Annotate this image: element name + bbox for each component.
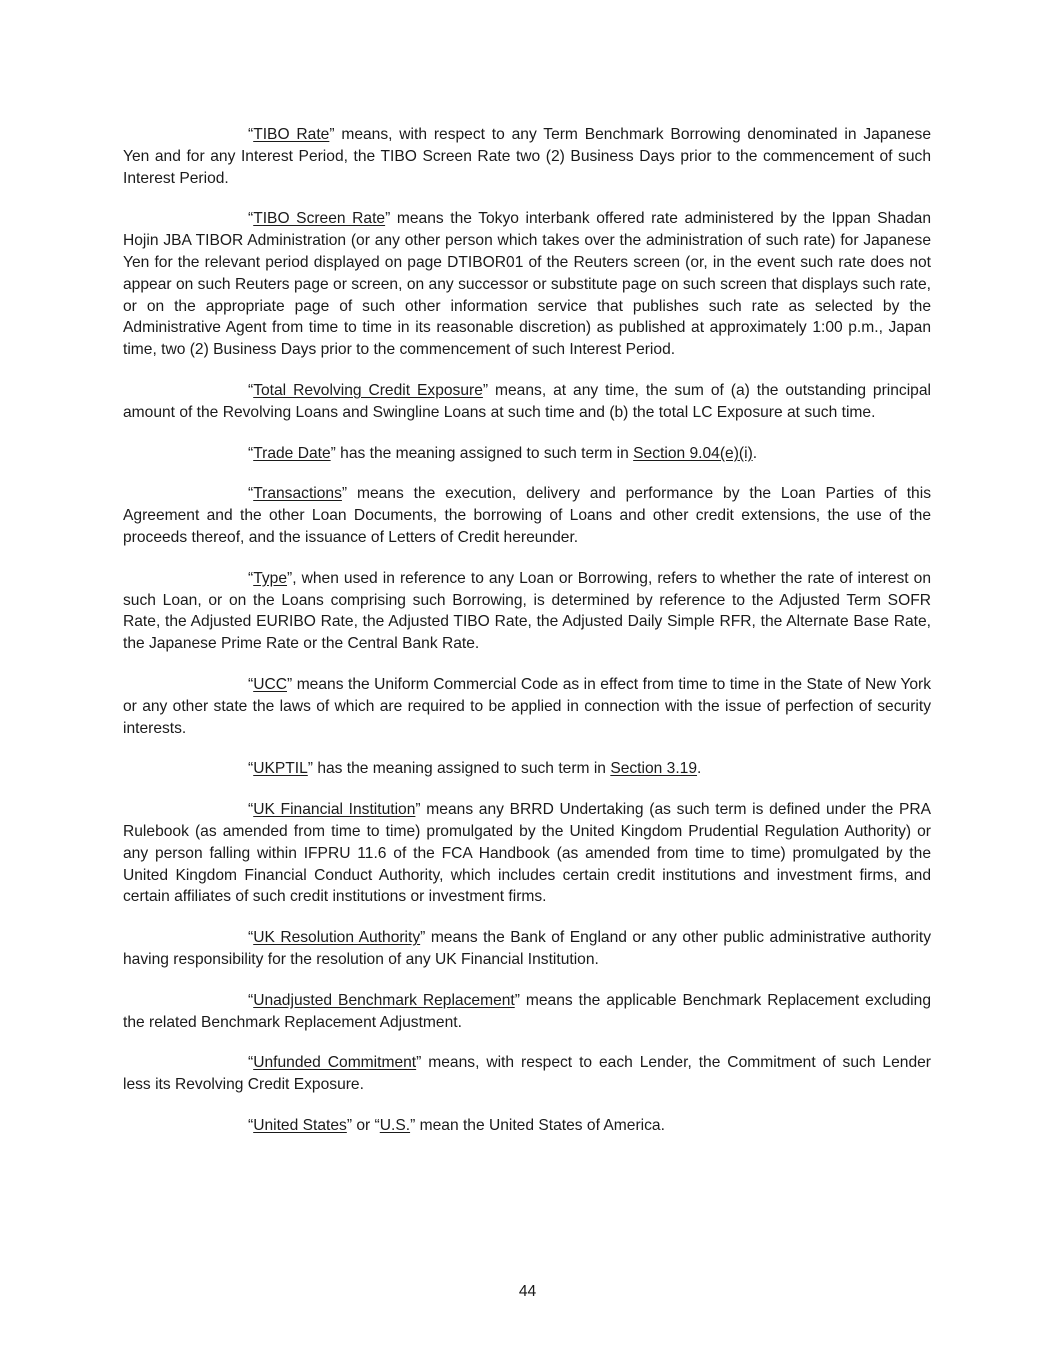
definition-united-states (123, 1115, 931, 1137)
definition-type (123, 568, 931, 655)
definitions-list (123, 124, 931, 1137)
definition-text: “ (248, 991, 254, 1009)
definition-text: ” means, with respect to each Lender, the Commitment of such Lender less its Revolving Credit Exposure. (123, 1054, 931, 1094)
definition-text: ” means the Tokyo interbank offered rate administered by the Ippan Shadan Hojin JBA TIBOR Administration (or any other person which takes over the administration of such rate) for Japanese Yen for the relevant period displayed on page DTIBOR01 of the Reuters screen (or, in the event such rate does not appear on such Reuters page or screen, on any successor or substitute page on such screen that displays such rate, or on the appropriate page of such other information service that publishes such rate as selected by the Administrative Agent from time to time in its reasonable discretion) as published at approximately 1:00 p.m., Japan time, two (2) Business Days prior to the commencement of such Interest Period. (123, 210, 932, 359)
definition-text: ” mean the United States of America. (410, 1116, 665, 1134)
definition-total-revolving-credit-exposure (123, 380, 931, 424)
defined-term: TIBO Rate (253, 126, 330, 143)
definition-text: “ (248, 485, 254, 503)
definition-text: “ (248, 675, 254, 693)
definition-text: “ (248, 569, 254, 587)
definition-text: ” means the applicable Benchmark Replacement excluding the related Benchmark Replacement Adjustment. (123, 991, 931, 1031)
definition-text: . (752, 444, 758, 462)
definition-text: ” means, at any time, the sum of (a) the outstanding principal amount of the Revolving Loans and Swingline Loans at such time and (b) the total LC Exposure at such time. (123, 381, 931, 421)
definition-text: “ (248, 929, 254, 947)
definition-unadjusted-benchmark-replacement (123, 990, 931, 1034)
definition-text: ” has the meaning assigned to such term in (307, 760, 611, 778)
defined-term: Section 3.19 (610, 760, 698, 778)
definition-text: “ (248, 1054, 254, 1072)
definition-text: ” has the meaning assigned to such term in (330, 444, 634, 462)
definition-transactions (123, 483, 931, 548)
defined-term: Transactions (253, 485, 342, 503)
defined-term: TIBO Screen Rate (253, 210, 386, 228)
defined-term: UKPTIL (253, 760, 308, 778)
definition-text: ” means the Uniform Commercial Code as in effect from time to time in the State of New York or any other state the laws of which are required to be applied in connection with the issue of perfection of security interests. (123, 675, 931, 737)
definition-tibo-rate (123, 124, 931, 189)
defined-term: Total Revolving Credit Exposure (253, 381, 483, 399)
definition-text: ” means, with respect to any Term Benchmark Borrowing denominated in Japanese Yen and for any Interest Period, the TIBO Screen Rate two (2) Business Days prior to the commencement of such Interest Period. (123, 126, 931, 187)
defined-term: Trade Date (253, 444, 331, 462)
defined-term: Unadjusted Benchmark Replacement (253, 991, 515, 1009)
definition-tibo-screen-rate (123, 208, 931, 361)
definition-text: ” means the execution, delivery and performance by the Loan Parties of this Agreement and the other Loan Documents, the borrowing of Loans and other credit extensions, the use of the proceeds thereof, and the issuance of Letters of Credit hereunder. (123, 485, 931, 546)
defined-term: United States (253, 1116, 347, 1134)
definition-ucc (123, 674, 931, 739)
definition-ukptil (123, 758, 931, 780)
definition-unfunded-commitment (123, 1052, 931, 1096)
definition-text: ” or “ (346, 1116, 380, 1134)
definition-text: ”, when used in reference to any Loan or Borrowing, refers to whether the rate of interest on such Loan, or on the Loans comprising such Borrowing, is determined by reference to the Adjusted Term SOFR Rate, the Adjusted EURIBO Rate, the Adjusted TIBO Rate, the Adjusted Daily Simple RFR, the Alternate Base Rate, the Japanese Prime Rate or the Central Bank Rate. (123, 569, 931, 653)
definition-text: “ (248, 1116, 254, 1134)
document-page (123, 124, 931, 1156)
defined-term: UK Financial Institution (253, 801, 416, 819)
defined-term: Section 9.04(e)(i) (633, 444, 753, 462)
definition-text: “ (248, 801, 254, 819)
definition-uk-resolution-authority (123, 927, 931, 971)
definition-text: “ (248, 381, 254, 399)
definition-trade-date (123, 443, 931, 465)
definition-uk-financial-institution (123, 799, 931, 908)
defined-term: Type (253, 569, 288, 587)
defined-term: UK Resolution Authority (253, 929, 421, 947)
definition-text: “ (248, 760, 254, 778)
definition-text: ” means any BRRD Undertaking (as such term is defined under the PRA Rulebook (as amended from time to time) promulgated by the United Kingdom Prudential Regulation Authority) or any person falling within IFPRU 11.6 of the FCA Handbook (as amended from time to time) promulgated by the United Kingdom Financial Conduct Authority, which includes certain credit institutions and investment firms, and certain affiliates of such credit institutions or investment firms. (123, 801, 932, 906)
definition-text: ” means the Bank of England or any other public administrative authority having responsibility for the resolution of any UK Financial Institution. (123, 929, 932, 968)
definition-text: “ (248, 210, 254, 228)
page-number: 44 (518, 1283, 537, 1300)
definition-text: “ (248, 444, 254, 462)
defined-term: Unfunded Commitment (253, 1054, 417, 1072)
definition-text: . (697, 760, 702, 778)
defined-term: U.S. (379, 1116, 411, 1134)
defined-term: UCC (253, 675, 287, 693)
definition-text: “ (248, 126, 254, 143)
